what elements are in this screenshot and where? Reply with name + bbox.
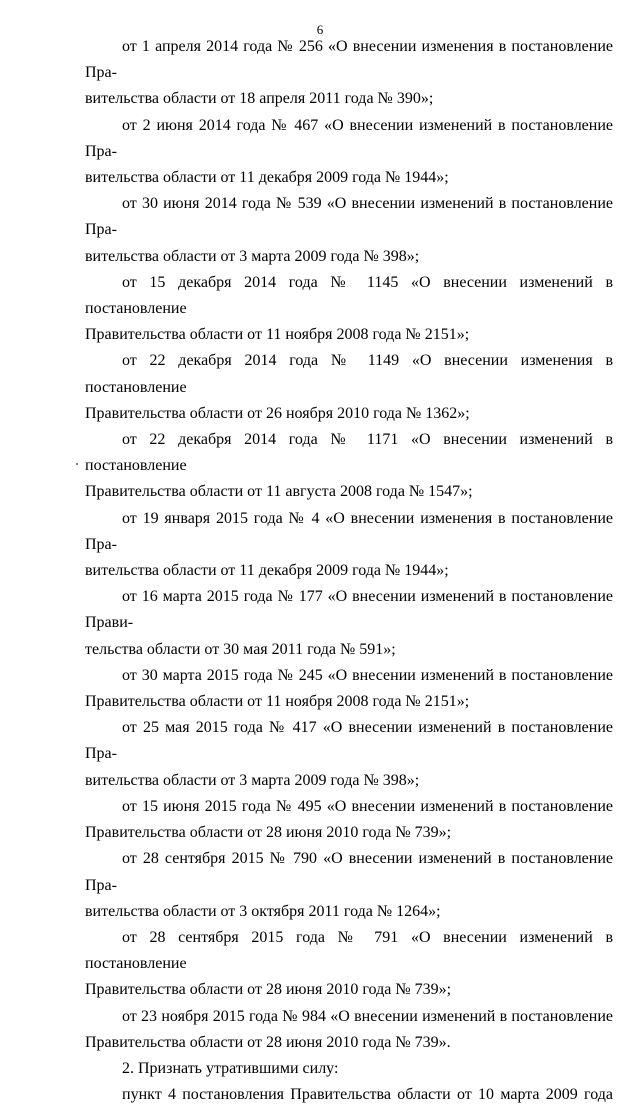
paragraph-line: Правительства области от 11 ноября 2008 года № 2151»; (85, 693, 470, 711)
paragraph-line: от 28 сентября 2015 № 790 «О внесении изменений в постановление Пра- (85, 850, 613, 894)
paragraph-point-4 (85, 1082, 613, 1108)
paragraph-line: от 15 декабря 2014 года № 1145 «О внесении изменений в постановление (85, 273, 613, 318)
paragraph-line: от 30 июня 2014 года № 539 «О внесении изменений в постановление Пра- (85, 195, 613, 239)
paragraph-resolution-245 (85, 663, 613, 715)
paragraph-line: от 28 сентября 2015 года № 791 «О внесении изменений в постановление (85, 928, 613, 973)
paragraph-line: вительства области от 3 октября 2011 года № 1264»; (85, 902, 441, 920)
paragraph-line: вительства области от 3 марта 2009 года № 398»; (85, 247, 420, 265)
paragraph-resolution-1145 (85, 270, 613, 349)
paragraph-line: вительства области от 11 декабря 2009 года № 1944»; (85, 562, 449, 580)
paragraph-resolution-417 (85, 715, 613, 794)
paragraph-line: Правительства области от 11 августа 2008 года № 1547»; (85, 483, 473, 501)
paragraph-line: от 30 марта 2015 года № 245 «О внесении изменений в постановление (122, 666, 613, 684)
paragraph-line: Правительства области от 28 июня 2010 года № 739». (85, 1033, 451, 1051)
paragraph-line: Правительства области от 28 июня 2010 года № 739»; (85, 981, 452, 999)
paragraph-line: от 15 июня 2015 года № 495 «О внесении изменений в постановление (122, 797, 613, 815)
paragraph-line: от 22 декабря 2014 года № 1149 «О внесении изменения в постановление (85, 352, 613, 396)
paragraph-line: от 2 июня 2014 года № 467 «О внесении изменений в постановление Пра- (85, 116, 613, 160)
paragraph-line: от 16 марта 2015 года № 177 «О внесении изменений в постановление Прави- (85, 588, 613, 632)
paragraph-item-2-heading (85, 1056, 613, 1082)
paragraph-resolution-495 (85, 794, 613, 846)
paragraph-line: от 22 декабря 2014 года № 1171 «О внесении изменений в постановление (85, 431, 613, 475)
paragraph-resolution-467 (85, 113, 613, 192)
paragraph-line: Правительства области от 28 июня 2010 года № 739»; (85, 824, 452, 842)
paragraph-resolution-791 (85, 925, 613, 1004)
paragraph-resolution-1171 (85, 427, 613, 506)
paragraph-line: 2. Признать утратившими силу: (122, 1059, 339, 1077)
paragraph-line: вительства области от 18 апреля 2011 года № 390»; (85, 90, 434, 108)
paragraph-resolution-256 (85, 34, 613, 113)
paragraph-resolution-790 (85, 846, 613, 925)
paragraph-line: Правительства области от 26 ноября 2010 года № 1362»; (85, 404, 470, 422)
paragraph-line: от 1 апреля 2014 года № 256 «О внесении изменения в постановление Пра- (85, 38, 613, 82)
page-number: 6 (316, 22, 324, 37)
paragraph-line: от 25 мая 2015 года № 417 «О внесении изменений в постановление Пра- (85, 719, 613, 763)
paragraph-line: вительства области от 3 марта 2009 года № 398»; (85, 771, 420, 789)
paragraph-resolution-1149 (85, 348, 613, 427)
paragraph-line: от 19 января 2015 года № 4 «О внесении изменения в постановление Пра- (85, 509, 613, 553)
paragraph-line: пункт 4 постановления Правительства области от 10 марта 2009 года (122, 1086, 613, 1104)
paragraph-resolution-984 (85, 1004, 613, 1056)
paragraph-line: от 23 ноября 2015 года № 984 «О внесении изменений в постановление (122, 1007, 613, 1025)
paragraph-resolution-539 (85, 191, 613, 270)
paragraph-line: Правительства области от 11 ноября 2008 года № 2151»; (85, 326, 470, 344)
paragraph-resolution-4 (85, 506, 613, 585)
document-body (85, 34, 613, 1108)
paragraph-line: вительства области от 11 декабря 2009 года № 1944»; (85, 169, 449, 187)
scan-artifact-dot (76, 463, 78, 465)
paragraph-line: тельства области от 30 мая 2011 года № 591»; (85, 640, 396, 658)
paragraph-resolution-177 (85, 584, 613, 663)
